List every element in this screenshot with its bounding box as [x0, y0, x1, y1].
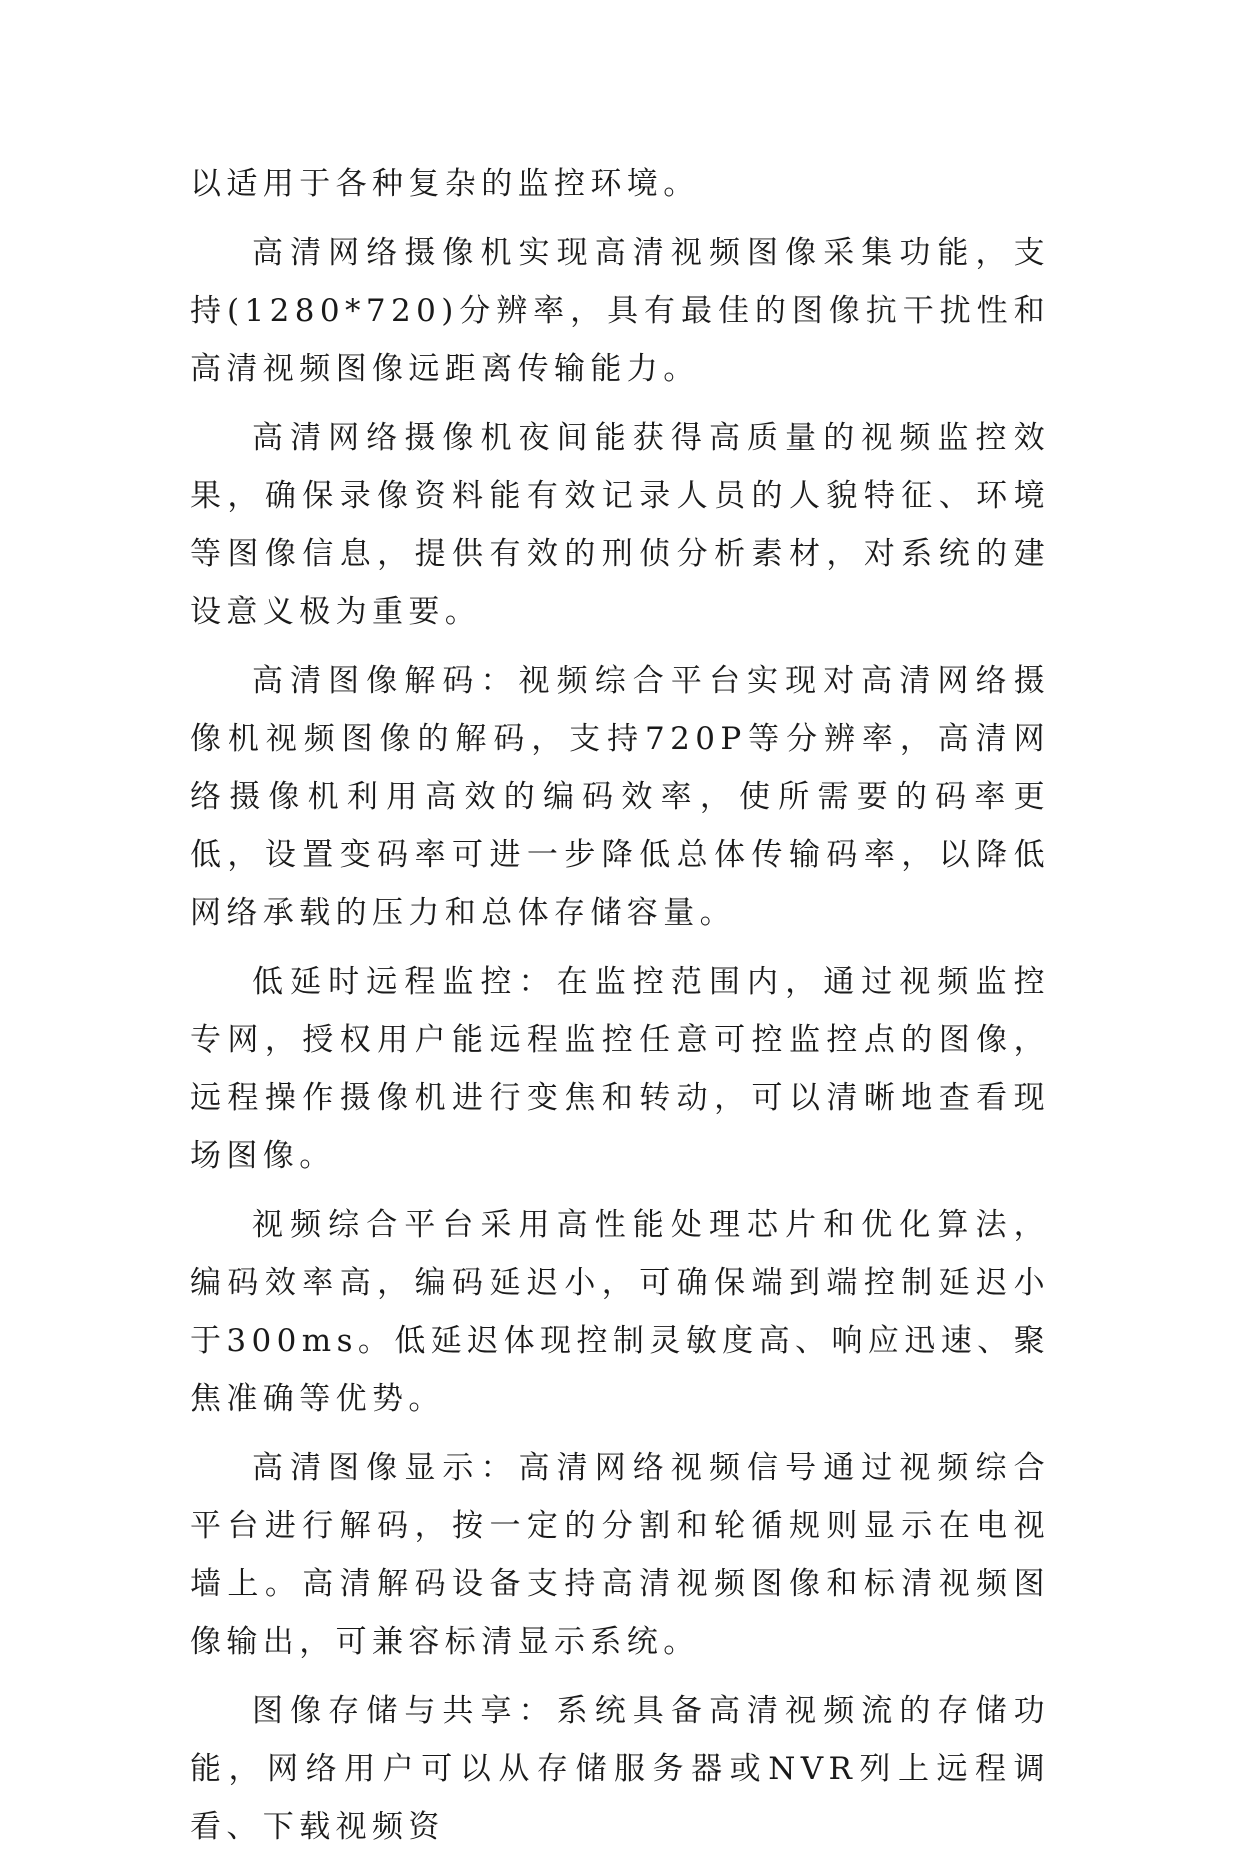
document-body — [190, 155, 1050, 1856]
paragraph-continuation: 以适用于各种复杂的监控环境。 — [190, 166, 700, 202]
paragraph-hd-image-decoding: 高清图像解码：视频综合平台实现对高清网络摄像机视频图像的解码，支持720P等分辨率，高清网络摄像机利用高效的编码效率，使所需要的码率更低，设置变码率可进一步降低总体传输码率，以降低网络承载的压力和总体存储容量。 — [190, 663, 1050, 931]
paragraph-hd-camera-capture: 高清网络摄像机实现高清视频图像采集功能，支持(1280*720)分辨率，具有最佳的图像抗干扰性和高清视频图像远距离传输能力。 — [190, 235, 1050, 387]
paragraph-hd-image-display: 高清图像显示：高清网络视频信号通过视频综合平台进行解码，按一定的分割和轮循规则显示在电视墙上。高清解码设备支持高清视频图像和标清视频图像输出，可兼容标清显示系统。 — [190, 1450, 1050, 1660]
paragraph-video-platform-performance: 视频综合平台采用高性能处理芯片和优化算法，编码效率高，编码延迟小，可确保端到端控制延迟小于300ms。低延迟体现控制灵敏度高、响应迅速、聚焦准确等优势。 — [190, 1207, 1050, 1417]
paragraph-night-monitoring: 高清网络摄像机夜间能获得高质量的视频监控效果，确保录像资料能有效记录人员的人貌特征、环境等图像信息，提供有效的刑侦分析素材，对系统的建设意义极为重要。 — [190, 420, 1050, 630]
paragraph-image-storage-sharing: 图像存储与共享：系统具备高清视频流的存储功能，网络用户可以从存储服务器或NVR列上远程调看、下载视频资 — [190, 1693, 1050, 1845]
paragraph-low-latency-remote-monitoring: 低延时远程监控：在监控范围内，通过视频监控专网，授权用户能远程监控任意可控监控点的图像，远程操作摄像机进行变焦和转动，可以清晰地查看现场图像。 — [190, 964, 1050, 1174]
